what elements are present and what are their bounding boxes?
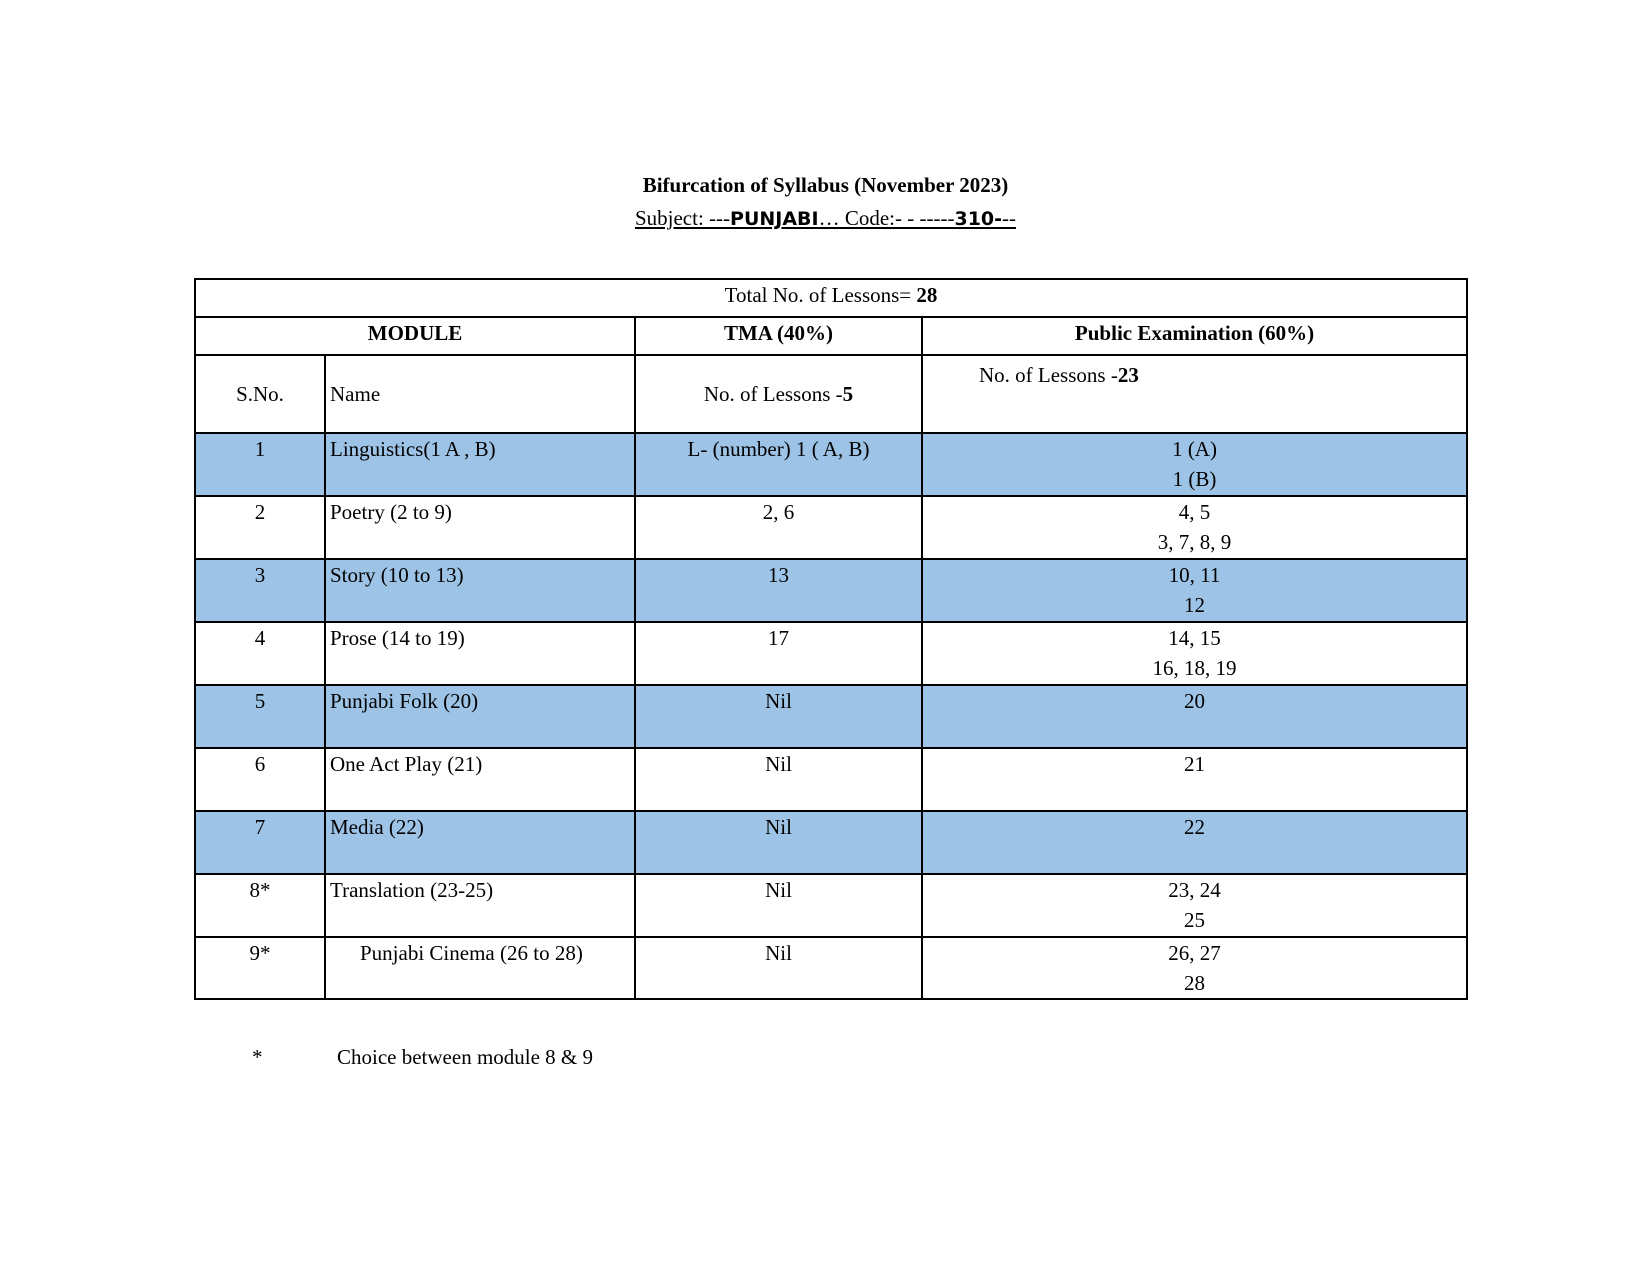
code-prefix: … Code:- - ----- — [818, 206, 955, 230]
tma-lessons-cell — [635, 355, 922, 433]
row-pe-line2: 12 — [1184, 593, 1206, 617]
row-public-exam — [922, 811, 1467, 874]
table-row — [195, 874, 1467, 937]
row-tma: Nil — [635, 874, 922, 937]
header-row — [195, 317, 1467, 355]
footnote-symbol: * — [252, 1045, 263, 1069]
row-tma: Nil — [635, 748, 922, 811]
row-name: Prose (14 to 19) — [325, 622, 635, 685]
row-pe-line1: 10, 11 — [1168, 563, 1221, 587]
row-public-exam — [922, 748, 1467, 811]
row-tma: Nil — [635, 811, 922, 874]
row-name: Punjabi Folk (20) — [325, 685, 635, 748]
row-sno: 5 — [195, 685, 325, 748]
row-pe-line1: 20 — [1184, 689, 1206, 713]
tma-lessons-label: No. of Lessons - — [703, 382, 843, 406]
footnote-text: Choice between module 8 & 9 — [337, 1045, 594, 1069]
module-header: MODULE — [195, 317, 635, 355]
row-tma: 2, 6 — [635, 496, 922, 559]
name-header: Name — [325, 355, 635, 433]
row-pe-line2: 16, 18, 19 — [1152, 656, 1237, 680]
row-pe-line1: 1 (A) — [1172, 437, 1217, 461]
total-lessons-value: 28 — [916, 283, 938, 307]
row-sno: 6 — [195, 748, 325, 811]
tma-header: TMA (40%) — [635, 317, 922, 355]
row-pe-line1: 14, 15 — [1168, 626, 1221, 650]
row-name: Punjabi Cinema (26 to 28) — [325, 937, 635, 999]
row-public-exam — [922, 622, 1467, 685]
row-sno: 7 — [195, 811, 325, 874]
subject-line — [0, 205, 1651, 232]
row-name: Story (10 to 13) — [325, 559, 635, 622]
table-row — [195, 811, 1467, 874]
row-sno: 3 — [195, 559, 325, 622]
row-name: Translation (23-25) — [325, 874, 635, 937]
row-pe-line1: 23, 24 — [1168, 878, 1221, 902]
code-suffix: -- — [1002, 206, 1017, 230]
pe-lessons-label: No. of Lessons - — [979, 363, 1118, 387]
table-row — [195, 559, 1467, 622]
page-title: Bifurcation of Syllabus (November 2023) — [642, 173, 1009, 197]
table-row — [195, 496, 1467, 559]
subject-line-text — [635, 206, 1016, 230]
code-value: 310- — [954, 208, 1003, 230]
table-row — [195, 937, 1467, 999]
row-pe-line1: 21 — [1184, 752, 1206, 776]
subheader-row — [195, 355, 1467, 433]
row-name: One Act Play (21) — [325, 748, 635, 811]
table-row — [195, 748, 1467, 811]
row-public-exam — [922, 937, 1467, 999]
row-public-exam — [922, 433, 1467, 496]
row-sno: 1 — [195, 433, 325, 496]
total-row — [195, 279, 1467, 317]
total-lessons-cell — [195, 279, 1467, 317]
row-sno: 9* — [195, 937, 325, 999]
public-exam-header: Public Examination (60%) — [922, 317, 1467, 355]
row-tma: 13 — [635, 559, 922, 622]
syllabus-table — [194, 278, 1468, 1000]
pe-lessons-cell — [922, 355, 1467, 433]
row-pe-line2: 3, 7, 8, 9 — [1157, 530, 1232, 554]
tma-lessons-value: 5 — [842, 382, 854, 406]
row-tma: 17 — [635, 622, 922, 685]
row-sno: 4 — [195, 622, 325, 685]
row-tma: Nil — [635, 937, 922, 999]
row-public-exam — [922, 496, 1467, 559]
row-name: Linguistics(1 A , B) — [325, 433, 635, 496]
subject-prefix: Subject: --- — [634, 206, 731, 230]
row-pe-line2: 1 (B) — [1172, 467, 1217, 491]
row-pe-line1: 4, 5 — [1178, 500, 1211, 524]
row-pe-line2: 25 — [1184, 908, 1206, 932]
table-row — [195, 433, 1467, 496]
row-pe-line1: 22 — [1184, 815, 1206, 839]
table-row — [195, 685, 1467, 748]
subject-name: PUNJABI — [730, 208, 819, 230]
row-pe-line1: 26, 27 — [1168, 941, 1221, 965]
row-public-exam — [922, 874, 1467, 937]
row-name: Media (22) — [325, 811, 635, 874]
row-public-exam — [922, 685, 1467, 748]
row-name: Poetry (2 to 9) — [325, 496, 635, 559]
pe-lessons-value: 23 — [1117, 363, 1139, 387]
sno-header: S.No. — [195, 355, 325, 433]
row-tma: L- (number) 1 ( A, B) — [635, 433, 922, 496]
row-public-exam — [922, 559, 1467, 622]
row-sno: 2 — [195, 496, 325, 559]
row-sno: 8* — [195, 874, 325, 937]
row-tma: Nil — [635, 685, 922, 748]
table-row — [195, 622, 1467, 685]
row-pe-line2: 28 — [1184, 971, 1206, 995]
total-lessons-label: Total No. of Lessons= — [724, 283, 917, 307]
